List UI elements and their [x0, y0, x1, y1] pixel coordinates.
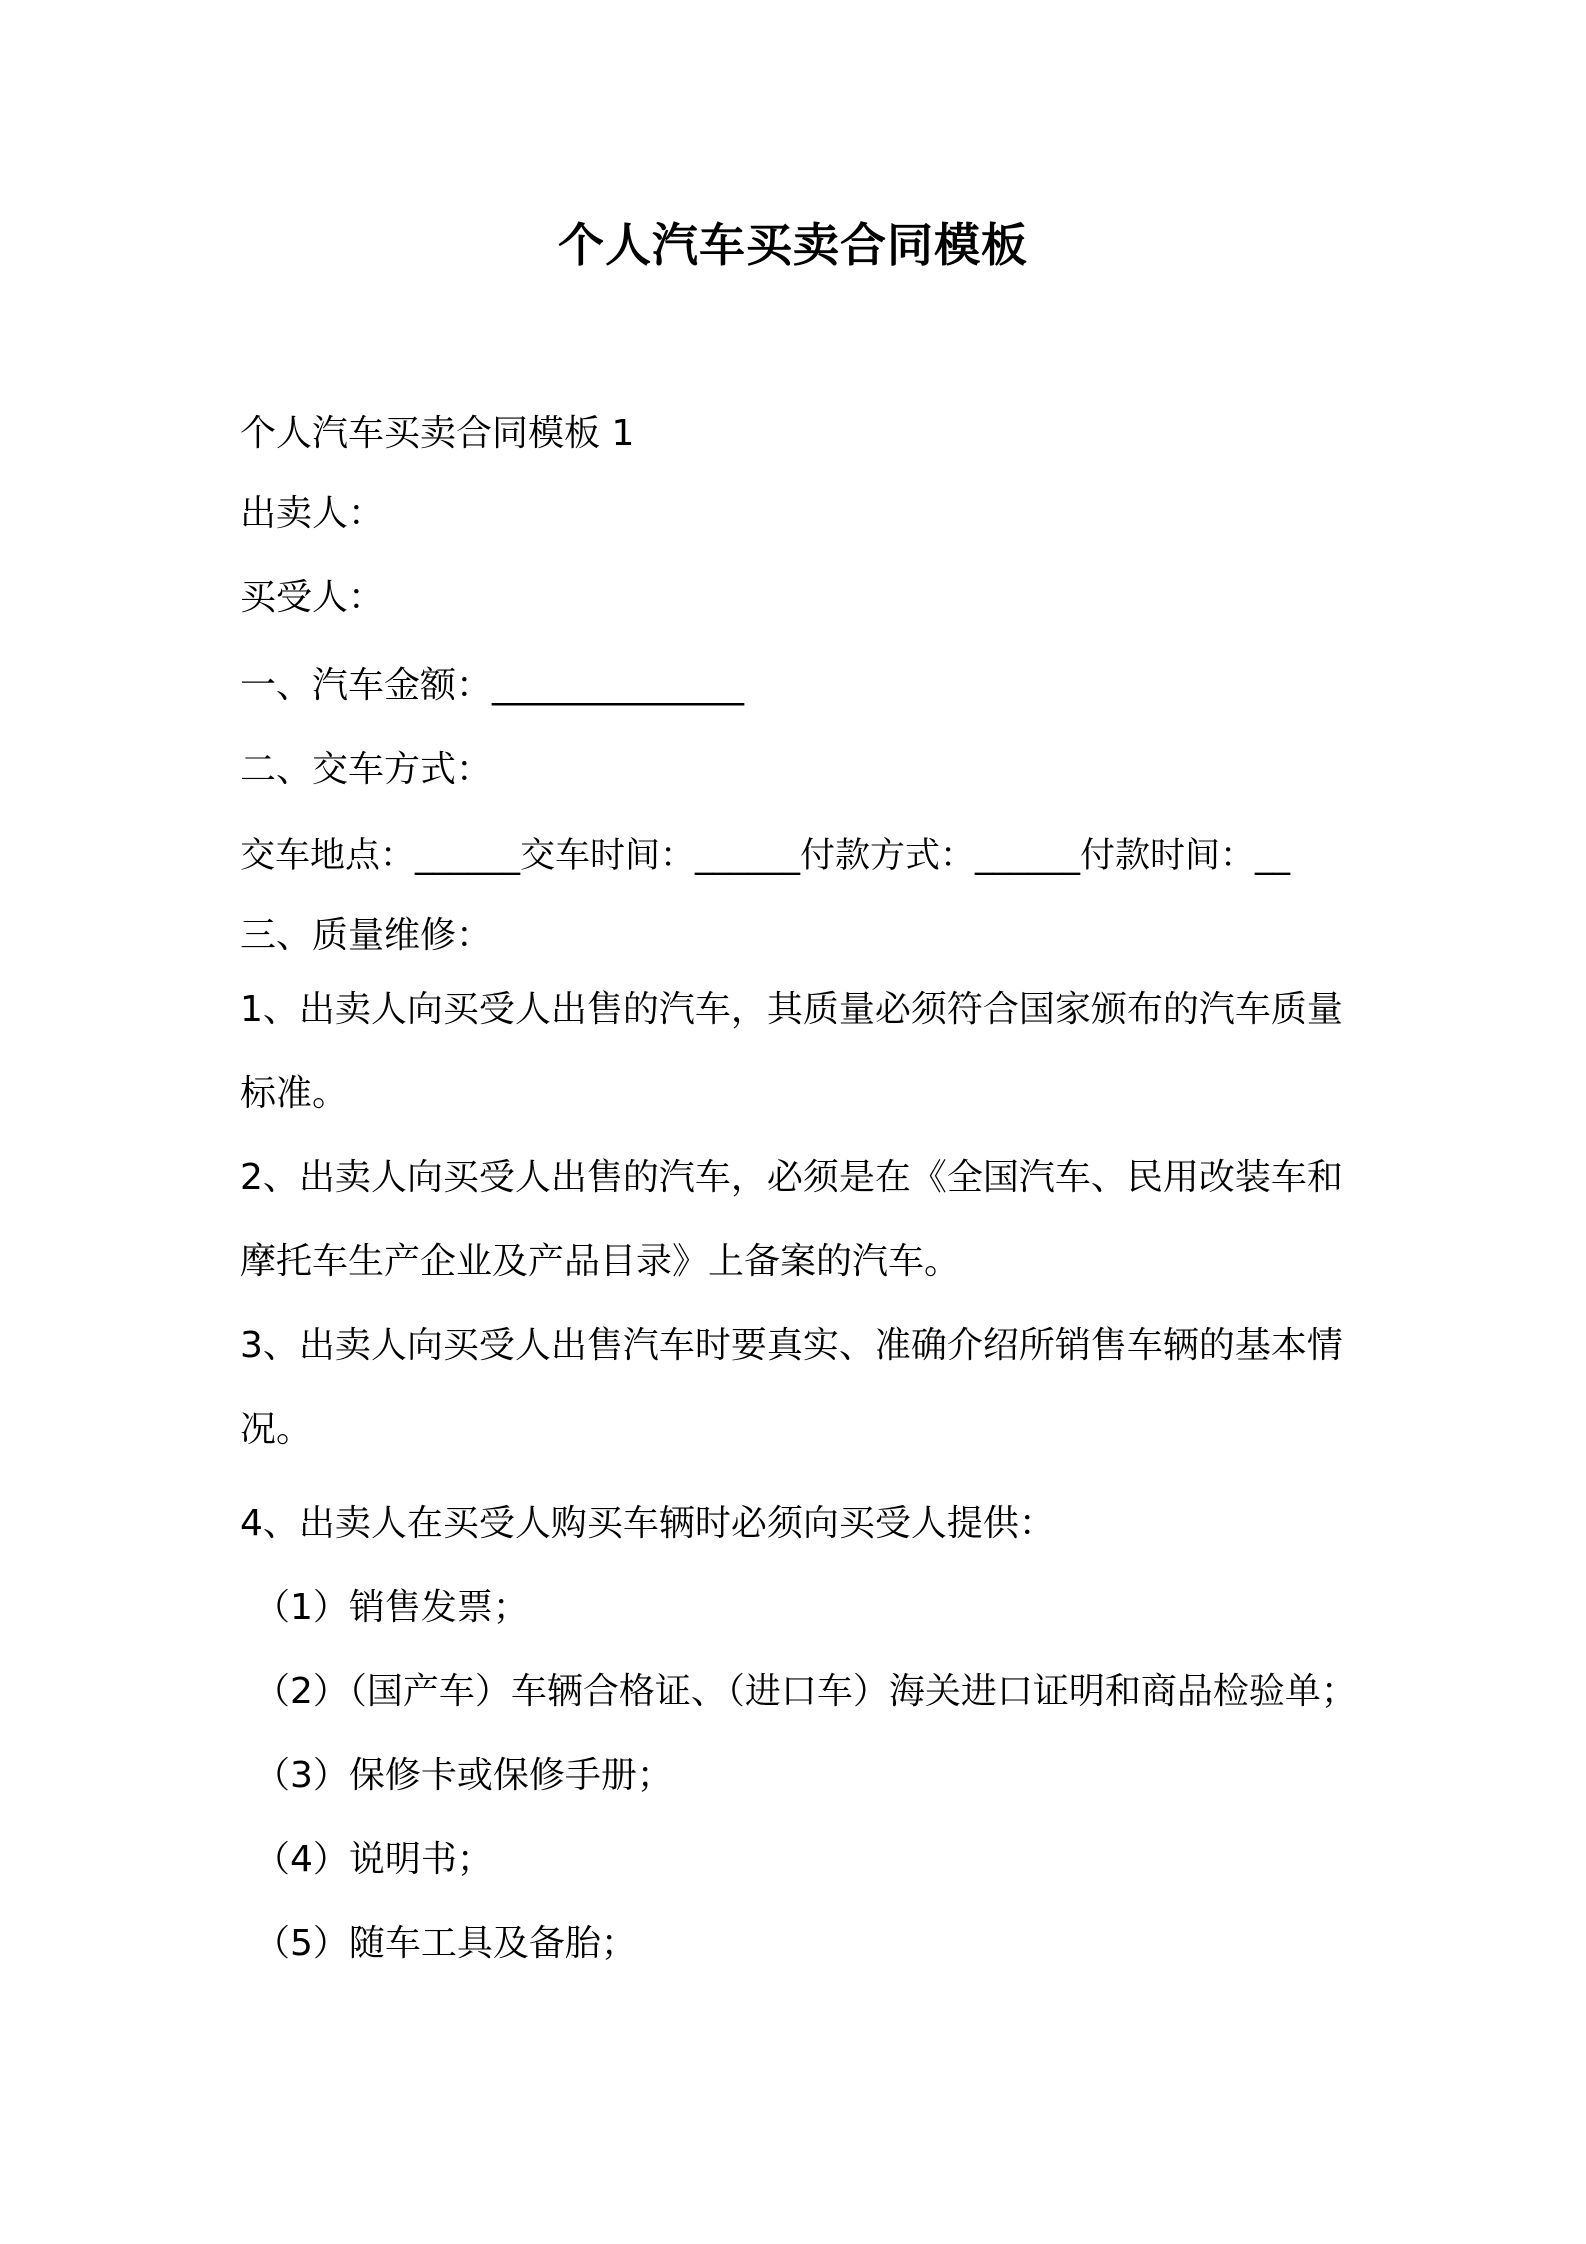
delivery-details: 交车地点：______交车时间：______付款方式：______付款时间：__	[240, 836, 1291, 876]
clause-4: 4、出卖人在买受人购买车辆时必须向买受人提供：	[240, 1503, 1055, 1544]
clause-3: 3、出卖人向买受人出售汽车时要真实、准确介绍所销售车辆的基本情况。	[240, 1325, 1343, 1450]
seller-field: 出卖人：	[240, 493, 385, 534]
section-2-heading: 二、交车方式：	[240, 749, 493, 790]
clause-1: 1、出卖人向买受人出售的汽车，其质量必须符合国家颁布的汽车质量标准。	[240, 989, 1343, 1114]
item-3: （3）保修卡或保修手册；	[254, 1755, 673, 1796]
section-1-amount: 一、汽车金额：______________	[240, 665, 745, 706]
item-4: （4）说明书；	[254, 1839, 493, 1880]
buyer-field: 买受人：	[240, 577, 385, 618]
document-title: 个人汽车买卖合同模板	[558, 218, 1028, 272]
item-2: （2）（国产车）车辆合格证、（进口车）海关进口证明和商品检验单；	[254, 1671, 1357, 1712]
section-3-heading: 三、质量维修：	[240, 915, 493, 956]
item-1: （1）销售发票；	[254, 1587, 529, 1628]
item-5: （5）随车工具及备胎；	[254, 1923, 637, 1964]
clause-2: 2、出卖人向买受人出售的汽车，必须是在《全国汽车、民用改装车和摩托车生产企业及产品目录》上备案的汽车。	[240, 1157, 1343, 1282]
contract-subtitle: 个人汽车买卖合同模板 1	[240, 413, 635, 454]
